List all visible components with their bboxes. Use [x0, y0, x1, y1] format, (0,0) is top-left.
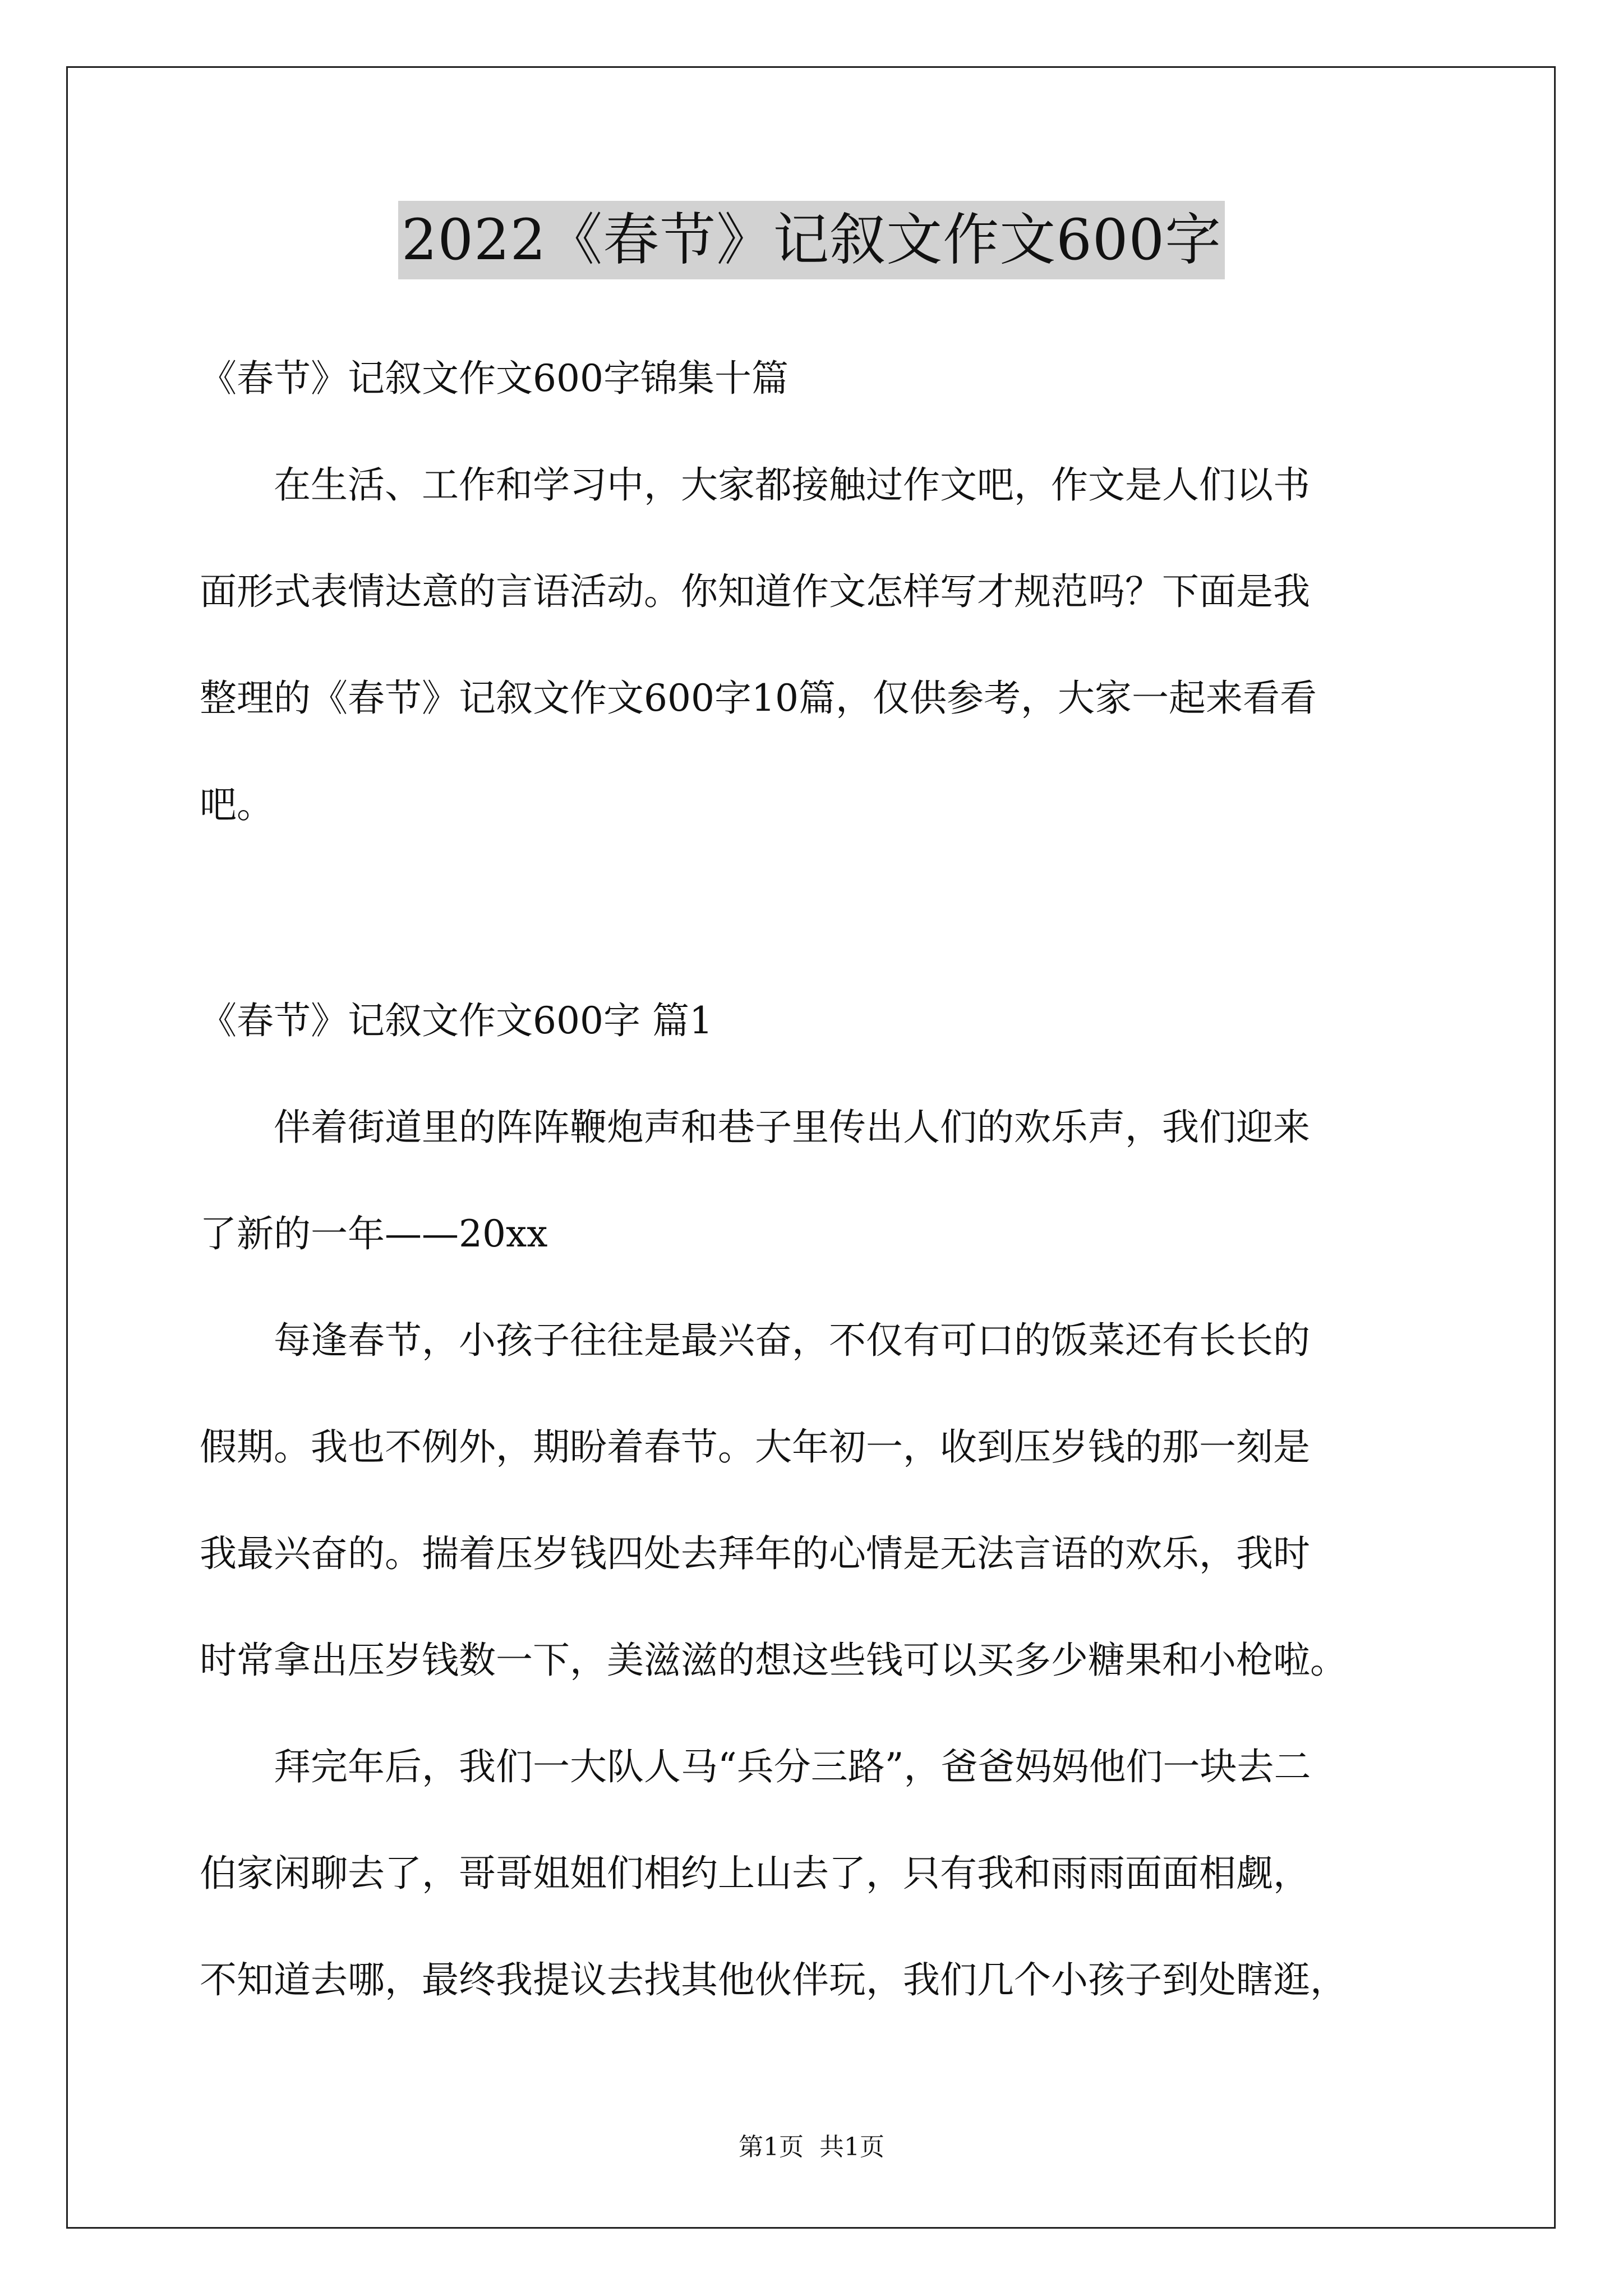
- page-footer: [0, 2131, 1623, 2164]
- body-line: 伯家闲聊去了，哥哥姐姐们相约上山去了，只有我和雨雨面面相觑，: [200, 1852, 1310, 1895]
- body-line: 时常拿出压岁钱数一下，美滋滋的想这些钱可以买多少糖果和小枪啦。: [200, 1639, 1347, 1682]
- document-title: 2022《春节》记叙文作文600字: [398, 201, 1225, 279]
- subtitle: 《春节》记叙文作文600字锦集十篇: [200, 357, 789, 400]
- body-line: 我最兴奋的。揣着压岁钱四处去拜年的心情是无法言语的欢乐，我时: [200, 1532, 1310, 1575]
- page-number: 第1页: [739, 2133, 804, 2161]
- body-line: 每逢春节，小孩子往往是最兴奋，不仅有可口的饭菜还有长长的: [274, 1319, 1310, 1362]
- intro-line: 吧。: [200, 783, 274, 826]
- intro-line: 在生活、工作和学习中，大家都接触过作文吧，作文是人们以书: [274, 463, 1310, 507]
- title-container: [0, 201, 1623, 279]
- body-line: 伴着街道里的阵阵鞭炮声和巷子里传出人们的欢乐声，我们迎来: [274, 1106, 1310, 1149]
- body-line: 拜完年后，我们一大队人马“兵分三路”，爸爸妈妈他们一块去二: [274, 1745, 1311, 1788]
- intro-line: 整理的《春节》记叙文作文600字10篇，仅供参考，大家一起来看看: [200, 677, 1317, 720]
- total-pages: 共1页: [819, 2133, 884, 2161]
- section-heading: 《春节》记叙文作文600字 篇1: [200, 999, 713, 1042]
- intro-line: 面形式表情达意的言语活动。你知道作文怎样写才规范吗？下面是我: [200, 570, 1310, 613]
- body-line: 假期。我也不例外，期盼着春节。大年初一，收到压岁钱的那一刻是: [200, 1425, 1310, 1469]
- body-line: 不知道去哪，最终我提议去找其他伙伴玩，我们几个小孩子到处瞎逛，: [200, 1958, 1347, 2001]
- body-line: 了新的一年——20xx: [200, 1212, 548, 1255]
